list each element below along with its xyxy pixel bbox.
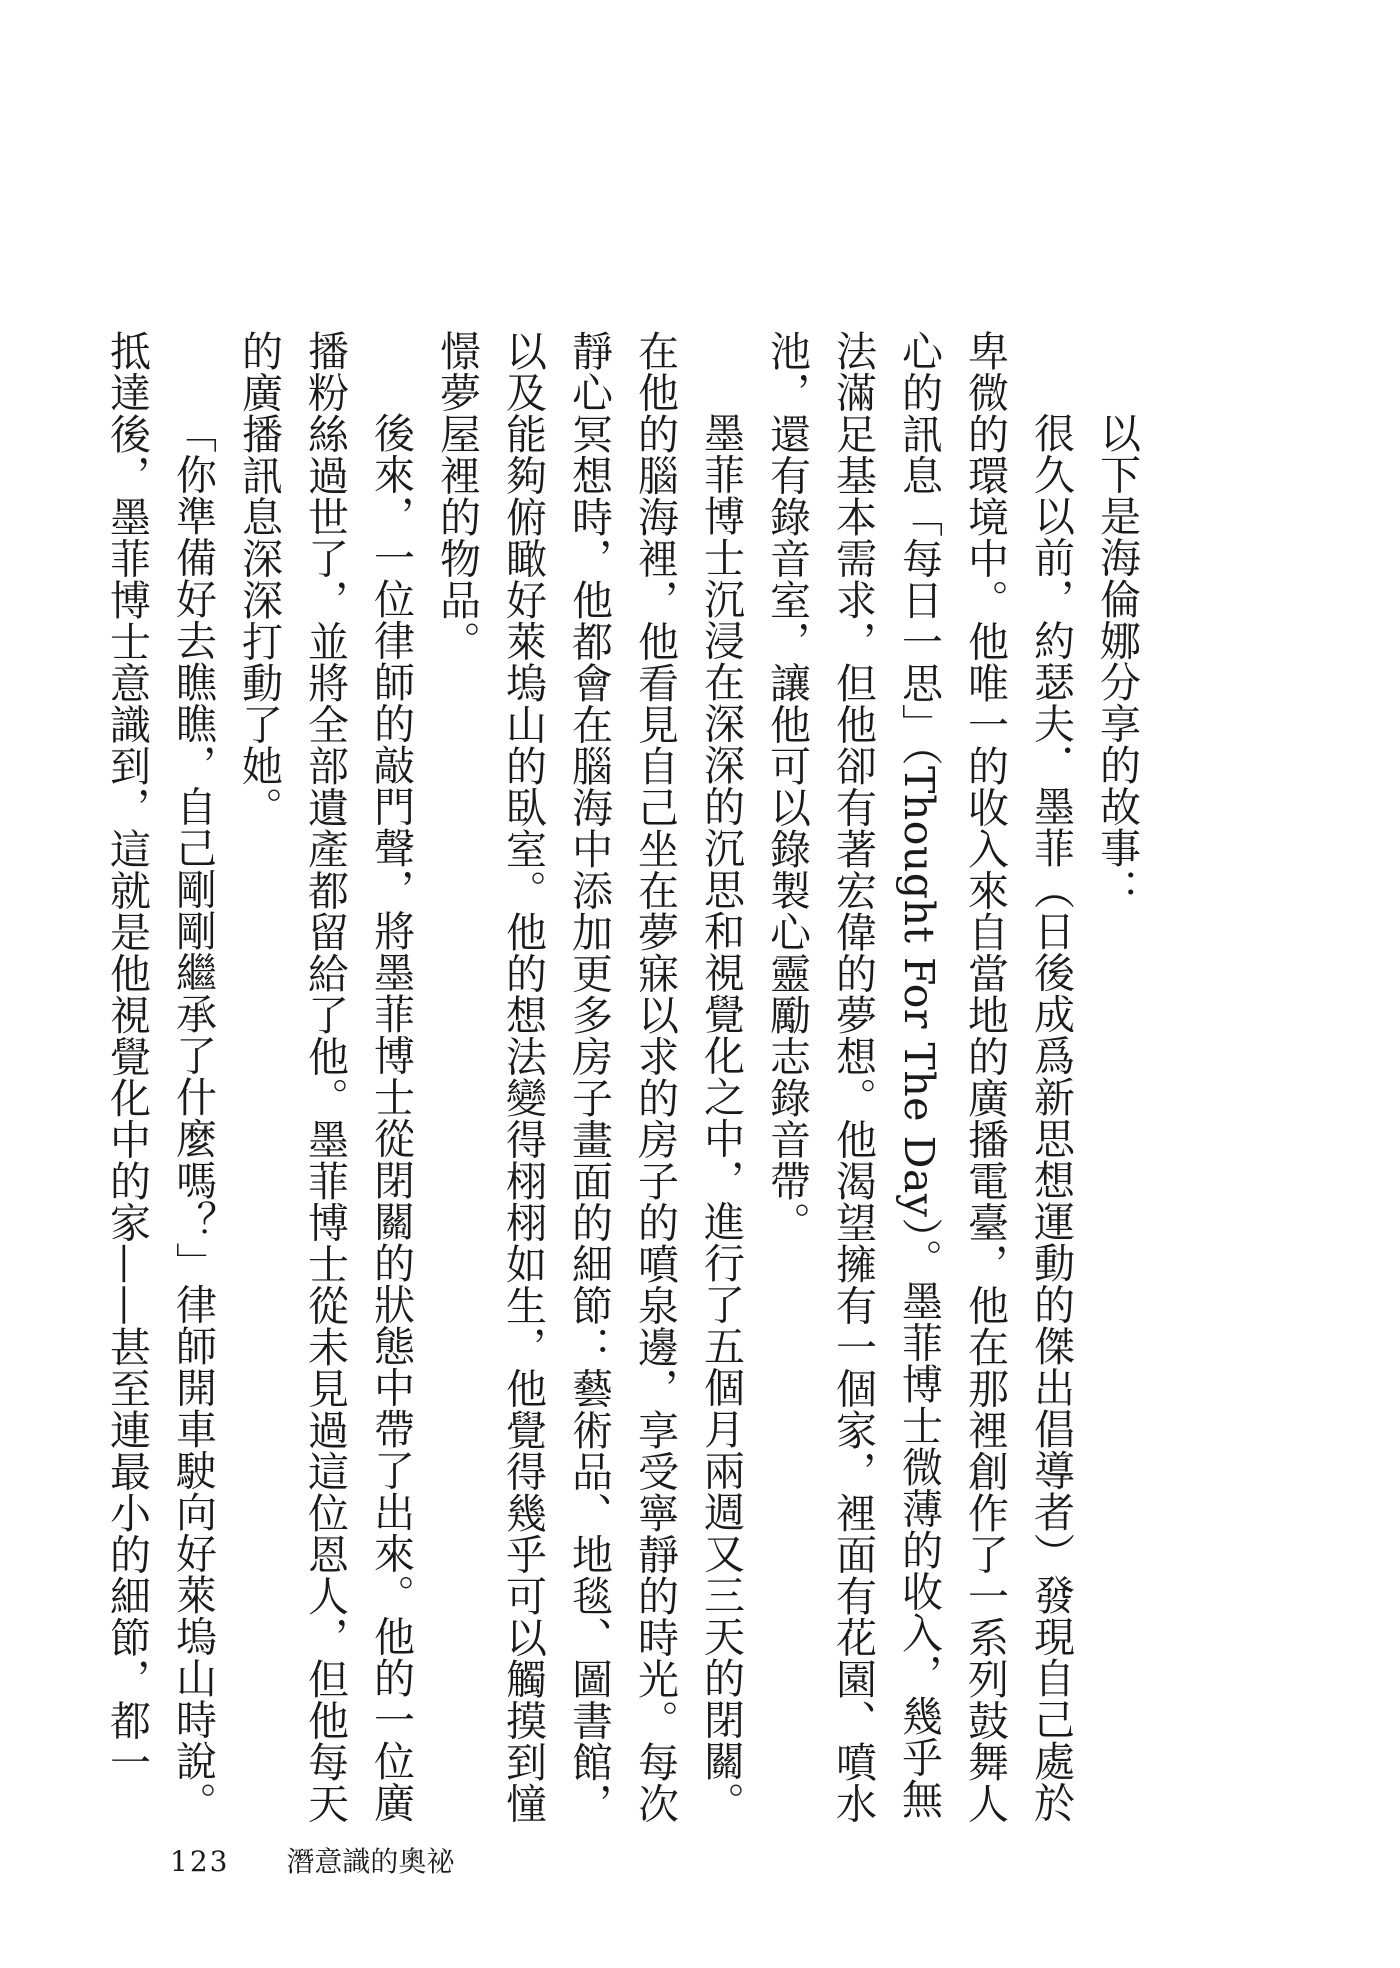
paragraph-quote: 「你準備好去瞧瞧，自己剛剛繼承了什麼嗎？」律師開車駛向好萊塢山時說。 [169, 412, 217, 1823]
paragraph-story-2: 墨菲博士沉浸在深深的沉思和視覺化之中，進行了五個月兩週又三天的閉關。在他的腦海裡，他看見自己坐在夢寐以求的房子的噴泉邊，享受寧靜的時光。每次靜心冥想時，他都會在腦海中添加更多房子畫面的細節：藝術品、地毯、圖書館，以及能夠俯瞰好萊塢山的臥室。他的想法變得栩栩如生，他覺得幾乎可以觸摸到憧憬夢屋裡的物品。 [433, 330, 745, 1824]
running-title: 潛意識的奧祕 [286, 1845, 455, 1878]
paragraph-story-3: 後來，一位律師的敲門聲，將墨菲博士從閉關的狀態中帶了出來。他的一位廣播粉絲過世了，並將全部遺產都留給了他。墨菲博士從未見過這位恩人，但他每天的廣播訊息深深打動了她。 [235, 330, 415, 1824]
paragraph-intro: 以下是海倫娜分享的故事： [1093, 412, 1141, 910]
vertical-body-text [103, 330, 1150, 1830]
page-footer [170, 1840, 454, 1880]
page-number: 123 [170, 1845, 230, 1878]
paragraph-story-1: 很久以前，約瑟夫．墨菲（日後成爲新思想運動的傑出倡導者）發現自己處於卑微的環境中。他唯一的收入來自當地的廣播電臺，他在那裡創作了一系列鼓舞人心的訊息「每日一思」（Thought For The Day）。墨菲博士微薄的收入，幾乎無法滿足基本需求，但他卻有著宏偉的夢想。他渴望擁有一個家，裡面有花園、噴水池，還有錄音室，讓他可以錄製心靈勵志錄音帶。 [763, 330, 1075, 1824]
paragraph-continued: 抵達後，墨菲博士意識到，這就是他視覺化中的家——甚至連最小的細節，都一 [103, 330, 151, 1783]
